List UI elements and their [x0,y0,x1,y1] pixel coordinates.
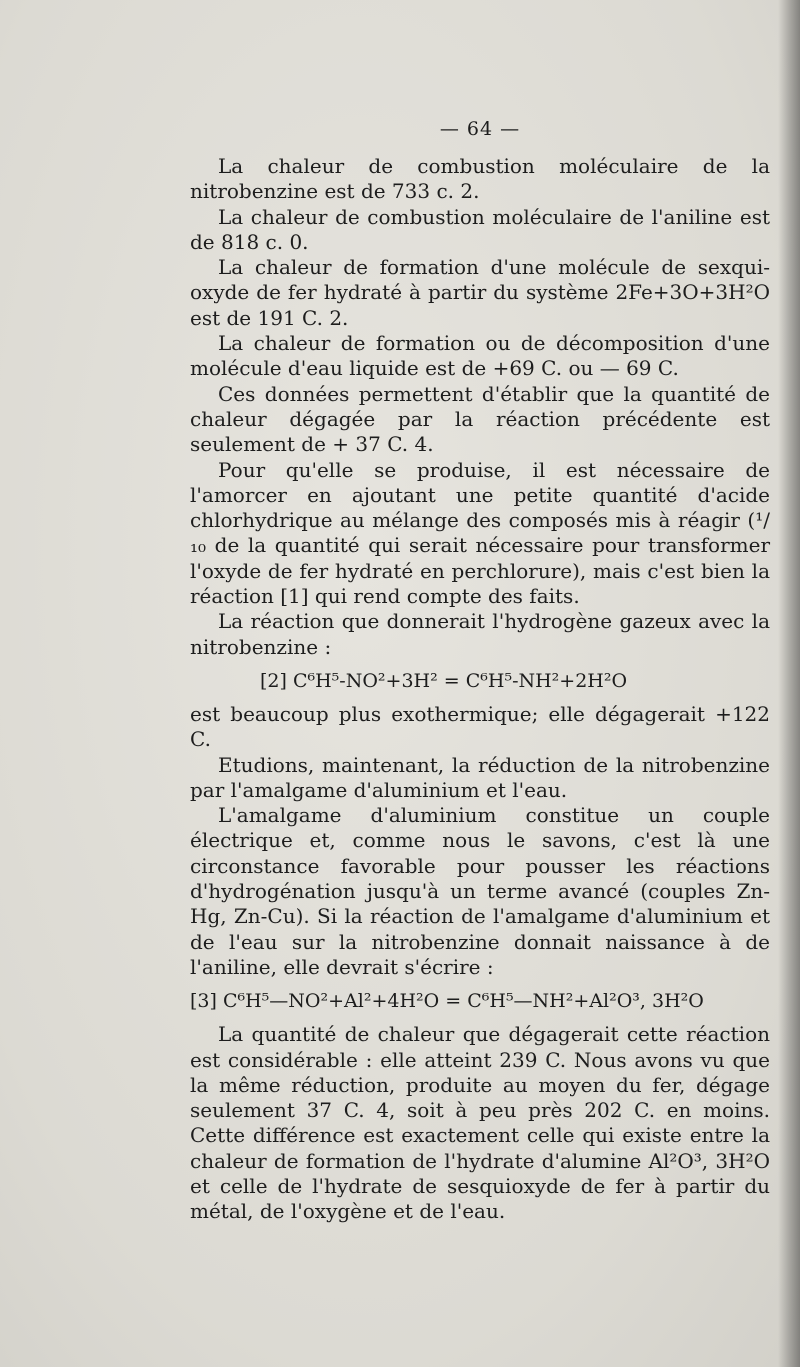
paragraph: Pour qu'elle se produise, il est nécessaire de l'amorcer en ajoutant une petite quantité d'acide chlorhydrique au mélange des composés mis à réagir (¹/₁₀ de la quantité qui serait nécessaire pour transformer l'oxyde de fer hydraté en perchlorure), mais c'est bien la réaction [1] qui rend compte des faits. [190,457,770,609]
paragraph: La chaleur de combustion moléculaire de la nitrobenzine est de 733 c. 2. [190,154,770,204]
paragraph: Etudions, maintenant, la réduction de la nitrobenzine par l'amalgame d'aluminium et l'eau. [190,752,770,802]
page-number: — 64 — [439,118,521,140]
paragraph: La chaleur de formation ou de décomposition d'une molécule d'eau liquide est de +69 C. ou — 69 C. [190,331,770,381]
paragraph: La réaction que donnerait l'hydrogène gazeux avec la nitrobenzine : [190,609,770,659]
paragraph: Ces données permettent d'établir que la quantité de chaleur dégagée par la réaction précédente est seulement de + 37 C. 4. [190,381,770,457]
paragraph: L'amalgame d'aluminium constitue un couple électrique et, comme nous le savons, c'est là une circonstance favorable pour pousser les réactions d'hydrogénation jusqu'à un terme avancé (couples Zn-Hg, Zn-Cu). Si la réaction de l'amalgame d'aluminium et de l'eau sur la nitrobenzine donnait naissance à de l'aniline, elle devrait s'écrire : [190,803,770,979]
text-column [190,118,770,1225]
equation-2: [2] C⁶H⁵-NO²+3H² = C⁶H⁵-NH²+2H²O [260,669,628,692]
paragraph: La chaleur de formation d'une molécule de sexqui-oxyde de fer hydraté à partir du système 2Fe+3O+3H²O est de 191 C. 2. [190,255,770,330]
paragraph: La chaleur de combustion moléculaire de l'aniline est de 818 c. 0. [190,204,770,254]
paragraph: est beaucoup plus exothermique; elle dégagerait +122 C. [190,701,770,752]
paragraph: La quantité de chaleur que dégagerait cette réaction est considérable : elle atteint 239 C. Nous avons vu que la même réduction, produite au moyen du fer, dégage seulement 37 C. 4, soit à peu près 202 C. en moins. Cette différence est exactement celle qui existe entre la chaleur de formation de l'hydrate d'alumine Al²O³, 3H²O et celle de l'hydrate de sesquioxyde de fer à partir du métal, de l'oxygène et de l'eau. [190,1022,770,1224]
page-edge-shadow [778,0,800,1367]
equation-3: [3] C⁶H⁵—NO²+Al²+4H²O = C⁶H⁵—NH²+Al²O³, 3H²O [190,990,704,1013]
